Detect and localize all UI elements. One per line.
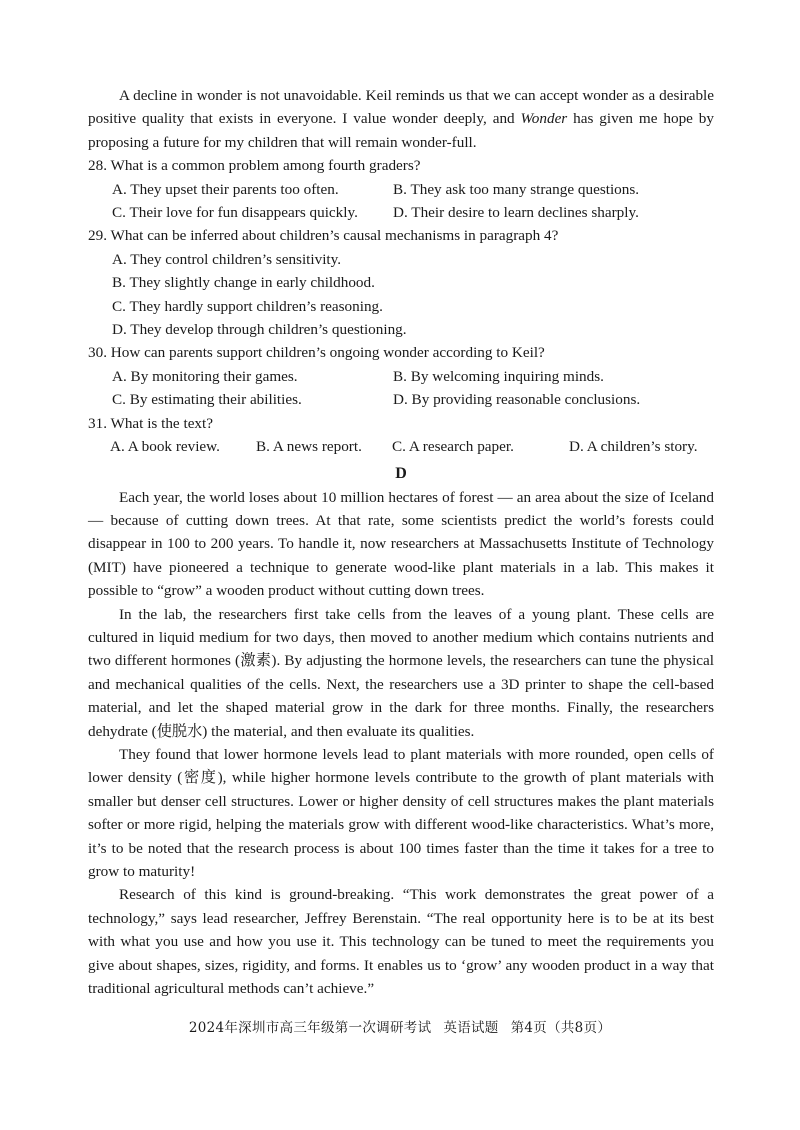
option-row <box>88 178 714 201</box>
section-d-paragraph-1: Each year, the world loses about 10 million hectares of forest — an area about the size of Iceland — because of cutting down trees. At that rate, some scientists predict the world’s forests could disappear in 100 to 200 years. To handle it, now researchers at Massachusetts Institute of Technology (MIT) have pioneered a technique to generate wood-like plant materials in a lab. This makes it possible to “grow” a wooden product without cutting down trees. <box>88 488 714 600</box>
option-row <box>88 201 714 224</box>
question-30 <box>88 341 714 411</box>
option-row <box>88 365 714 388</box>
section-d-title: D <box>395 464 407 482</box>
passage-c-final-paragraph <box>88 84 714 154</box>
option-c: C. Their love for fun disappears quickly. <box>112 204 358 222</box>
option-d: D. By providing reasonable conclusions. <box>393 391 641 409</box>
question-stem: 28. What is a common problem among fourth graders? <box>88 157 421 175</box>
book-title: Wonder <box>520 110 568 128</box>
section-d-paragraph-4: Research of this kind is ground-breaking. “This work demonstrates the great power of a technology,” says lead researcher, Jeffrey Berenstain. “The real opportunity here is to be at its best with what you use and how you use it. This technology can be tuned to meet the requirements you give about shapes, sizes, rigidity, and forms. It enables us to ‘grow’ any wooden product in a way that traditional agricultural methods can’t achieve.” <box>88 886 714 998</box>
option-b: B. They ask too many strange questions. <box>393 180 640 198</box>
paragraph-text: A decline in wonder is not unavoidable. Keil reminds us that we can accept wonder as a desirable positive quality that exists in everyone. I value wonder deeply, and <box>88 87 714 128</box>
option-a: A. A book review. <box>110 438 220 456</box>
option-c: C. They hardly support children’s reasoning. <box>112 297 383 315</box>
section-d-paragraph-2: In the lab, the researchers first take cells from the leaves of a young plant. These cells are cultured in liquid medium for two days, then moved to another medium which contains nutrients and two different hormones (激素). By adjusting the hormone levels, the researchers can tune the physical and mechanical qualities of the cells. Next, the researchers use a 3D printer to shape the cell-based material, and let the shaped material grow in the dark for three months. Finally, the researchers dehydrate (使脱水) the material, and then evaluate its qualities. <box>88 605 714 740</box>
option-a: A. They control children’s sensitivity. <box>112 250 342 268</box>
option-d: D. They develop through children’s questioning. <box>112 321 407 339</box>
option-a: A. They upset their parents too often. <box>112 180 339 198</box>
footer-exam-name: 2024年深圳市高三年级第一次调研考试 <box>188 1020 432 1036</box>
option-a: A. By monitoring their games. <box>112 367 298 385</box>
option-row <box>88 388 714 411</box>
question-29 <box>88 224 714 341</box>
question-stem: 30. How can parents support children’s ongoing wonder according to Keil? <box>88 344 545 362</box>
question-31 <box>88 412 714 459</box>
question-28 <box>88 154 714 224</box>
option-b: B. They slightly change in early childhood. <box>112 274 375 292</box>
option-b: B. A news report. <box>256 438 362 456</box>
section-d-paragraph-3: They found that lower hormone levels lead to plant materials with more rounded, open cells of lower density (密度), while higher hormone levels contribute to the growth of plant materials with smaller but denser cell structures. Lower or higher density of cell structures makes the plant materials softer or more rigid, helping the materials grow with different wood-like characteristics. What’s more, it’s to be noted that the research process is about 100 times faster than the time it takes for a tree to grow to maturity! <box>88 745 714 880</box>
page-footer <box>0 1016 800 1036</box>
exam-page <box>88 84 714 1000</box>
question-stem: 29. What can be inferred about children’s causal mechanisms in paragraph 4? <box>88 227 559 245</box>
option-d: D. A children’s story. <box>569 438 698 456</box>
option-row <box>88 435 714 458</box>
option-c: C. A research paper. <box>392 438 514 456</box>
paragraph-text: has given me hope by proposing a future for my children that will remain wonder-full. <box>88 110 714 151</box>
question-stem: 31. What is the text? <box>88 414 213 432</box>
footer-page-number: 第4页（共8页） <box>510 1020 612 1036</box>
option-c: C. By estimating their abilities. <box>112 391 302 409</box>
footer-subject: 英语试题 <box>443 1020 499 1036</box>
option-b: B. By welcoming inquiring minds. <box>393 367 604 385</box>
option-d: D. Their desire to learn declines sharply. <box>393 204 639 222</box>
